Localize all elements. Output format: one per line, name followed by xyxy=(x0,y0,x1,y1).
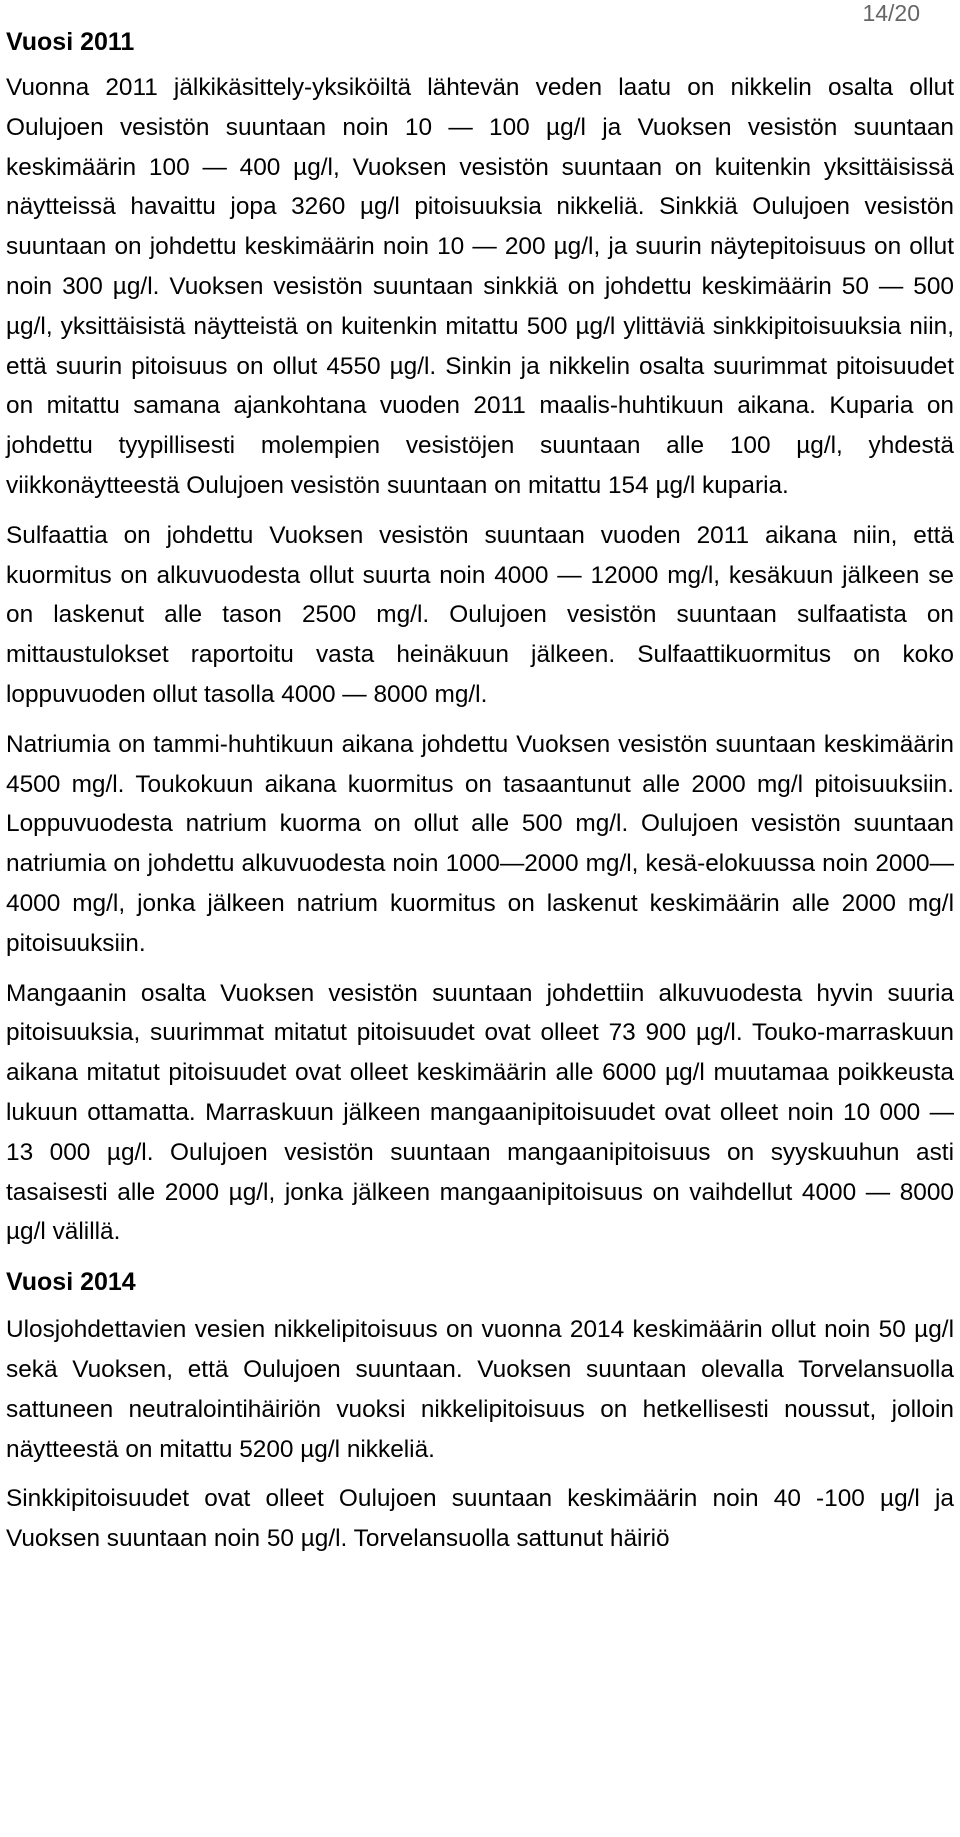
document-body xyxy=(6,22,954,1569)
paragraph-metals-2011: Vuonna 2011 jälkikäsittely-yksiköiltä lähtevän veden laatu on nikkelin osalta ollut Oulujoen vesistön suuntaan noin 10 — 100 µg/l ja Vuoksen vesistön suuntaan keskimäärin 100 — 400 µg/l, Vuoksen vesistön suuntaan on kuitenkin yksittäisissä näytteissä havaittu jopa 3260 µg/l pitoisuuksia nikkeliä. Sinkkiä Oulujoen vesistön suuntaan on johdettu keskimäärin noin 10 — 200 µg/l, ja suurin näytepitoisuus on ollut noin 300 µg/l. Vuoksen vesistön suuntaan sinkkiä on johdettu keskimäärin 50 — 500 µg/l, yksittäisistä näytteistä on kuitenkin mitattu 500 µg/l ylittäviä sinkkipitoisuuksia niin, että suurin pitoisuus on ollut 4550 µg/l. Sinkin ja nikkelin osalta suurimmat pitoisuudet on mitattu samana ajankohtana vuoden 2011 maalis-huhtikuun aikana. Kuparia on johdettu tyypillisesti molempien vesistöjen suuntaan alle 100 µg/l, yhdestä viikkonäytteestä Oulujoen vesistön suuntaan on mitattu 154 µg/l kuparia. xyxy=(6,74,954,499)
section-heading-2011: Vuosi 2011 xyxy=(6,28,135,56)
section-heading-2014: Vuosi 2014 xyxy=(6,1268,136,1297)
paragraph-sulfate-2011: Sulfaattia on johdettu Vuoksen vesistön suuntaan vuoden 2011 aikana niin, että kuormitus on alkuvuodesta ollut suurta noin 4000 — 12000 mg/l, kesäkuun jälkeen se on laskenut alle tason 2500 mg/l. Oulujoen vesistön suuntaan sulfaatista on mittaustulokset raportoitu vasta heinäkuun jälkeen. Sulfaattikuormitus on koko loppuvuoden ollut tasolla 4000 — 8000 mg/l. xyxy=(6,521,954,708)
paragraph-sodium-2011: Natriumia on tammi-huhtikuun aikana johdettu Vuoksen vesistön suuntaan keskimäärin 4500 mg/l. Toukokuun aikana kuormitus on tasaantunut alle 2000 mg/l pitoisuuksiin. Loppuvuodesta natrium kuorma on ollut alle 500 mg/l. Oulujoen vesistön suuntaan natriumia on johdettu alkuvuodesta noin 1000—2000 mg/l, kesä-elokuussa noin 2000—4000 mg/l, jonka jälkeen natrium kuormitus on laskenut keskimäärin alle 2000 mg/l pitoisuuksiin. xyxy=(6,730,954,957)
paragraph-zinc-2014: Sinkkipitoisuudet ovat olleet Oulujoen suuntaan keskimäärin noin 40 -100 µg/l ja Vuoksen suuntaan noin 50 µg/l. Torvelansuolla sattunut häiriö xyxy=(6,1485,954,1553)
page-number: 14/20 xyxy=(862,0,920,26)
paragraph-nickel-2014: Ulosjohdettavien vesien nikkelipitoisuus on vuonna 2014 keskimäärin ollut noin 50 µg/l sekä Vuoksen, että Oulujoen suuntaan. Vuoksen suuntaan olevalla Torvelansuolla sattuneen neutralointihäiriön vuoksi nikkelipitoisuus on hetkellisesti noussut, jolloin näytteestä on mitattu 5200 µg/l nikkeliä. xyxy=(6,1316,954,1463)
paragraph-manganese-2011: Mangaanin osalta Vuoksen vesistön suuntaan johdettiin alkuvuodesta hyvin suuria pitoisuuksia, suurimmat mitatut pitoisuudet ovat olleet 73 900 µg/l. Touko-marraskuun aikana mitatut pitoisuudet ovat olleet keskimäärin alle 6000 µg/l muutamaa poikkeusta lukuun ottamatta. Marraskuun jälkeen mangaanipitoisuudet ovat olleet noin 10 000 — 13 000 µg/l. Oulujoen vesistön suuntaan mangaanipitoisuus on syyskuuhun asti tasaisesti alle 2000 µg/l, jonka jälkeen mangaanipitoisuus on vaihdellut 4000 — 8000 µg/l välillä. xyxy=(6,979,954,1246)
